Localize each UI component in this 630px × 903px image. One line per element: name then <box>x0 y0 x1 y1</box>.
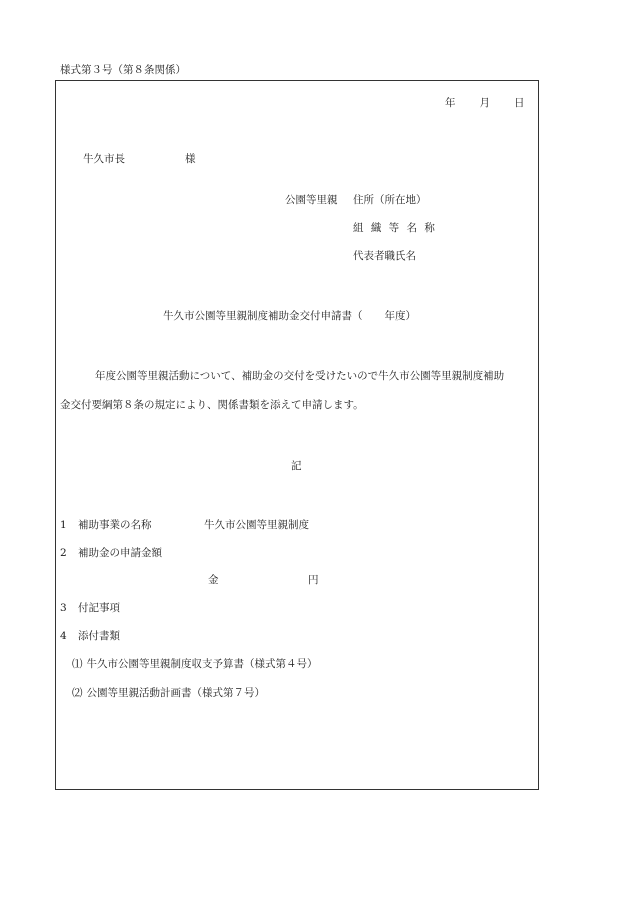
project-name-value: 牛久市公園等里親制度 <box>204 519 309 531</box>
item-attachments <box>60 631 120 642</box>
ki-heading: 記 <box>291 460 302 472</box>
document-title-main: 牛久市公園等里親制度補助金交付申請書（ <box>163 310 363 322</box>
amount-yen-label: 円 <box>308 574 319 586</box>
body-text-line-1: 年度公園等里親活動について、補助金の交付を受けたいので牛久市公園等里親制度補助 <box>95 370 505 382</box>
item-requested-amount <box>60 548 162 559</box>
date-year-label: 年 <box>445 97 456 109</box>
attachment-number: ⑴ <box>72 658 83 670</box>
date-month-label: 月 <box>479 97 490 109</box>
item-label: 添付書類 <box>78 630 120 642</box>
attachment-activity-plan <box>72 688 265 699</box>
item-label: 付記事項 <box>78 602 120 614</box>
form-number-label: 様式第３号（第８条関係） <box>60 64 186 76</box>
applicant-category: 公園等里親 <box>285 194 338 206</box>
item-number: 4 <box>60 630 67 642</box>
addressee-name: 牛久市長 <box>83 153 125 165</box>
body-text-line-2: 金交付要綱第８条の規定により、関係書類を添えて申請します。 <box>60 399 364 411</box>
applicant-address-label: 住所（所在地） <box>353 194 427 206</box>
attachment-budget <box>72 659 318 670</box>
attachment-label: 牛久市公園等里親制度収支予算書（様式第４号） <box>86 658 318 670</box>
item-label: 補助事業の名称 <box>78 519 152 531</box>
item-number: 2 <box>60 547 67 559</box>
item-label: 補助金の申請金額 <box>78 547 162 559</box>
addressee-honorific: 様 <box>185 153 196 165</box>
document-title-suffix: 年度） <box>384 310 416 322</box>
item-notes <box>60 603 120 614</box>
item-number: 1 <box>60 519 67 531</box>
applicant-org-label: 組 織 等 名 称 <box>353 222 437 234</box>
item-project-name <box>60 520 152 531</box>
amount-kin-label: 金 <box>208 574 219 586</box>
form-frame <box>55 80 539 790</box>
attachment-label: 公園等里親活動計画書（様式第７号） <box>86 687 265 699</box>
applicant-rep-label: 代表者職氏名 <box>353 250 416 262</box>
attachment-number: ⑵ <box>72 687 83 699</box>
date-row <box>445 98 525 109</box>
item-number: 3 <box>60 602 67 614</box>
document-title <box>163 311 416 322</box>
date-day-label: 日 <box>514 97 525 109</box>
